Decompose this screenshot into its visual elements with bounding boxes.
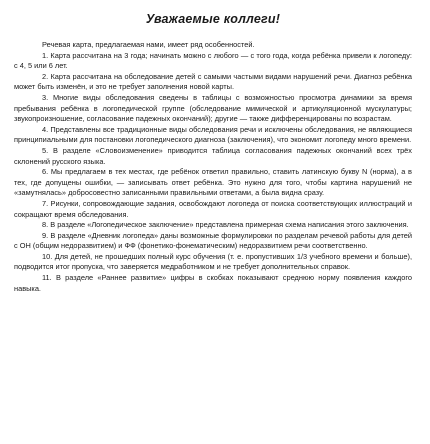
paragraph-8: 8. В разделе «Логопедическое заключение» представлена примерная схема написания этого заключения. [42, 220, 409, 230]
paragraph-intro: Речевая карта, предлагаемая нами, имеет ряд особенностей. [42, 40, 255, 49]
document-body [14, 40, 412, 294]
document-title: Уважаемые коллеги! [145, 12, 281, 26]
paragraph-5: 5. В разделе «Словоизменение» приводится таблица согласования падежных окончаний всех трёх склонений русского языка. [14, 145, 412, 166]
paragraph-4: 4. Представлены все традиционные виды обследования речи и исключены обследования, не являющиеся принципиальными для постановки логопедического диагноза (заключения), что экономит логопеду много времени. [14, 124, 412, 145]
paragraph-1: 1. Карта рассчитана на 3 года; начинать можно с любого — с того года, когда ребёнка привели к логопеду: с 4, 5 или 6 лет. [14, 50, 412, 71]
paragraph-7: 7. Рисунки, сопровождающие задания, освобождают логопеда от поиска соответствующих иллюстраций и сокращают время обследования. [14, 198, 412, 219]
paragraph-9: 9. В разделе «Дневник логопеда» даны возможные формулировки по разделам речевой работы для детей с ОН (общим недоразвитием) и ФФ (фонетико-фонематическим) недоразвитием речи соответственно. [14, 230, 412, 251]
paragraph-10: 10. Для детей, не прошедших полный курс обучения (т. е. пропустивших 1/3 учебного времени и больше), подводится итог пропуска, что заверяется медработником и не требует дополнительных справок. [14, 251, 412, 272]
paragraph-3: 3. Многие виды обследования сведены в таблицы с возможностью просмотра динамики за время пребывания ребёнка в логопедической группе (обследование мимической и артикуляционной мускулатуры; звукопроизношение, согласование падежных окончаний); другие — также дифференцированы по возрастам. [14, 92, 412, 124]
paragraph-6: 6. Мы предлагаем в тех местах, где ребёнок ответил правильно, ставить латинскую букву N (норма), а в тех, где допущены ошибки, — записывать ответ ребёнка. Это нужно для того, чтобы картина нарушений не «замутнялась» добросовестно записанными правильными ответами, а была видна сразу. [14, 167, 412, 198]
paragraph-11: 11. В разделе «Раннее развитие» цифры в скобках показывают среднюю норму появления каждого навыка. [14, 273, 412, 293]
paragraph-2: 2. Карта рассчитана на обследование детей с самыми частыми видами нарушений речи. Диагноз ребёнка может быть изменён, и это не требует заполнения новой карты. [14, 71, 412, 92]
